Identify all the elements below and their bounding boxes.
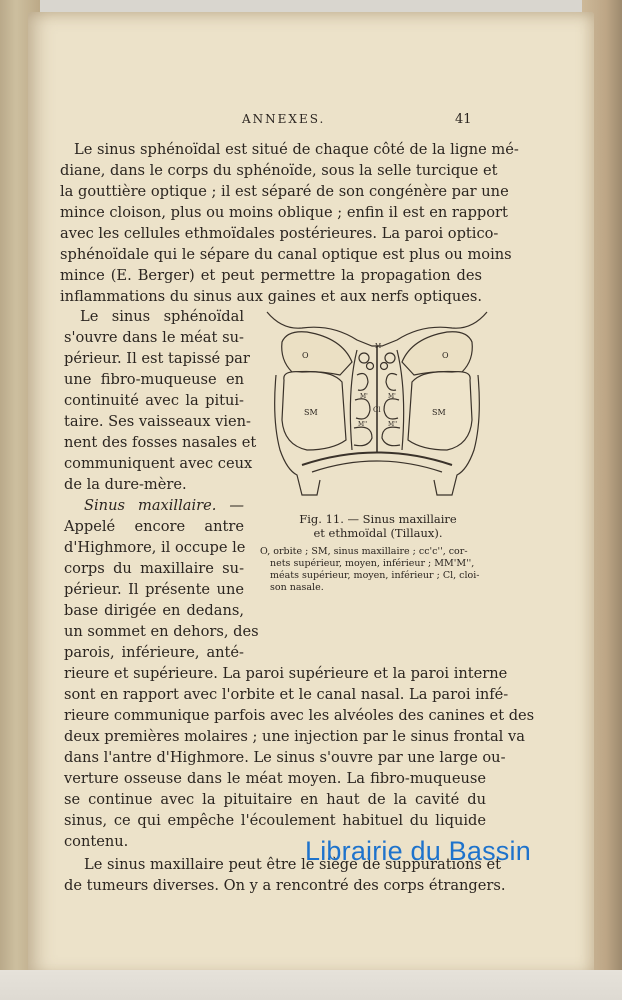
text-line: rieure et supérieure. La paroi supérieure et la paroi interne — [64, 665, 508, 682]
palate-inner — [312, 461, 442, 472]
text-line: une fibro-muqueuse en — [64, 371, 244, 388]
label-orbit-left: O — [302, 351, 309, 360]
text-line: mince (E. Berger) et peut permettre la propagation des — [60, 267, 482, 284]
text-line: s'ouvre dans le méat su- — [64, 329, 244, 346]
text-line: contenu. — [64, 833, 129, 850]
text-line: Le sinus sphénoïdal est situé de chaque côté de la ligne mé- — [74, 141, 519, 158]
text-line: deux premières molaires ; une injection par le sinus frontal va — [64, 728, 525, 745]
legend-line: nets supérieur, moyen, inférieur ; MM'M'', — [270, 557, 475, 569]
page-number: 41 — [455, 112, 472, 127]
text-line: sont en rapport avec l'orbite et le canal nasal. La paroi infé- — [64, 686, 509, 703]
text-line: sinus, ce qui empêche l'écoulement habituel du liquide — [64, 812, 486, 829]
text-line: Sinus maxillaire. — — [84, 497, 244, 514]
text-line: corps du maxillaire su- — [64, 560, 244, 577]
label-septum: Cl — [373, 406, 381, 414]
watermark-text: Librairie du Bassin — [305, 836, 531, 866]
legend-line: son nasale. — [270, 581, 324, 593]
text-line: Le sinus maxillaire peut être le siège de suppurations et — [84, 856, 502, 873]
legend-line: méats supérieur, moyen, inférieur ; Cl, cloi- — [270, 569, 480, 581]
text-line: verture osseuse dans le méat moyen. La fibro-muqueuse — [64, 770, 486, 787]
text-line: la gouttière optique ; il est séparé de son congénère par une — [60, 183, 509, 200]
label-sinus-left: SM — [304, 408, 318, 417]
text-line: diane, dans le corps du sphénoïde, sous la selle turcique et — [60, 162, 498, 179]
text-line: périeur. Il est tapissé par — [64, 350, 250, 367]
text-line: avec les cellules ethmoïdales postérieures. La paroi optico- — [60, 225, 499, 242]
ethmoid-cell — [385, 353, 395, 363]
label-orbit-right: O — [442, 351, 449, 360]
figure-legend — [260, 546, 492, 594]
orbit-right — [402, 332, 472, 375]
palate — [302, 453, 452, 466]
text-line: communiquent avec ceux — [64, 455, 253, 472]
label-sinus-right: SM — [432, 408, 446, 417]
text-line: sphénoïdale qui le sépare du canal optique est plus ou moins — [60, 246, 512, 263]
turbinate-lower-right — [382, 427, 400, 446]
text-line: périeur. Il présente une — [64, 581, 244, 598]
text-line: taire. Ses vaisseaux vien- — [64, 413, 251, 430]
turbinate-lower-left — [354, 427, 372, 446]
label-meatus-low-left: M'' — [358, 421, 368, 428]
ethmoid-cell — [359, 353, 369, 363]
turbinate-middle-left — [355, 399, 370, 419]
text-line: Appelé encore antre — [64, 518, 244, 535]
header-title: ANNEXES. — [242, 112, 326, 126]
text-line: parois, inférieure, anté- — [64, 644, 244, 661]
ethmoid-cell — [381, 363, 388, 370]
label-meatus-left: M' — [360, 393, 368, 400]
text-line: nent des fosses nasales et — [64, 434, 257, 451]
turbinate-upper-left — [357, 374, 368, 391]
text-line: base dirigée en dedans, — [64, 602, 244, 619]
text-line: mince cloison, plus ou moins oblique ; enfin il est en rapport — [60, 204, 508, 221]
text-line: de la dure-mère. — [64, 476, 187, 493]
label-meatus-right: M' — [388, 393, 396, 400]
label-meatus-low-right: M'' — [388, 421, 398, 428]
figure-caption-line2: et ethmoïdal (Tillaux). — [313, 526, 443, 540]
text-line: inflammations du sinus aux gaines et aux nerfs optiques. — [60, 288, 482, 305]
text-line: un sommet en dehors, des — [64, 623, 259, 640]
text-line: dans l'antre d'Highmore. Le sinus s'ouvre par une large ou- — [64, 749, 506, 766]
legend-line: O, orbite ; SM, sinus maxillaire ; cc'c'', cor- — [260, 546, 468, 557]
label-meatus-top: M — [375, 343, 382, 350]
turbinate-middle-right — [384, 399, 399, 419]
text-line: se continue avec la pituitaire en haut de la cavité du — [64, 791, 486, 808]
text-line: rieure communique parfois avec les alvéoles des canines et des — [64, 707, 535, 724]
text-line: Le sinus sphénoïdal — [80, 308, 244, 325]
text-line: continuité avec la pitui- — [64, 392, 244, 409]
sinus-anatomy-figure — [262, 300, 492, 505]
text-line: d'Highmore, il occupe le — [64, 539, 246, 556]
orbit-left — [282, 332, 352, 375]
text-line: de tumeurs diverses. On y a rencontré des corps étrangers. — [64, 877, 506, 894]
turbinate-upper-right — [386, 374, 397, 391]
figure-caption-line1: Fig. 11. — Sinus maxillaire — [299, 512, 457, 526]
ethmoid-cell — [367, 363, 374, 370]
background-bottom — [0, 970, 622, 1000]
